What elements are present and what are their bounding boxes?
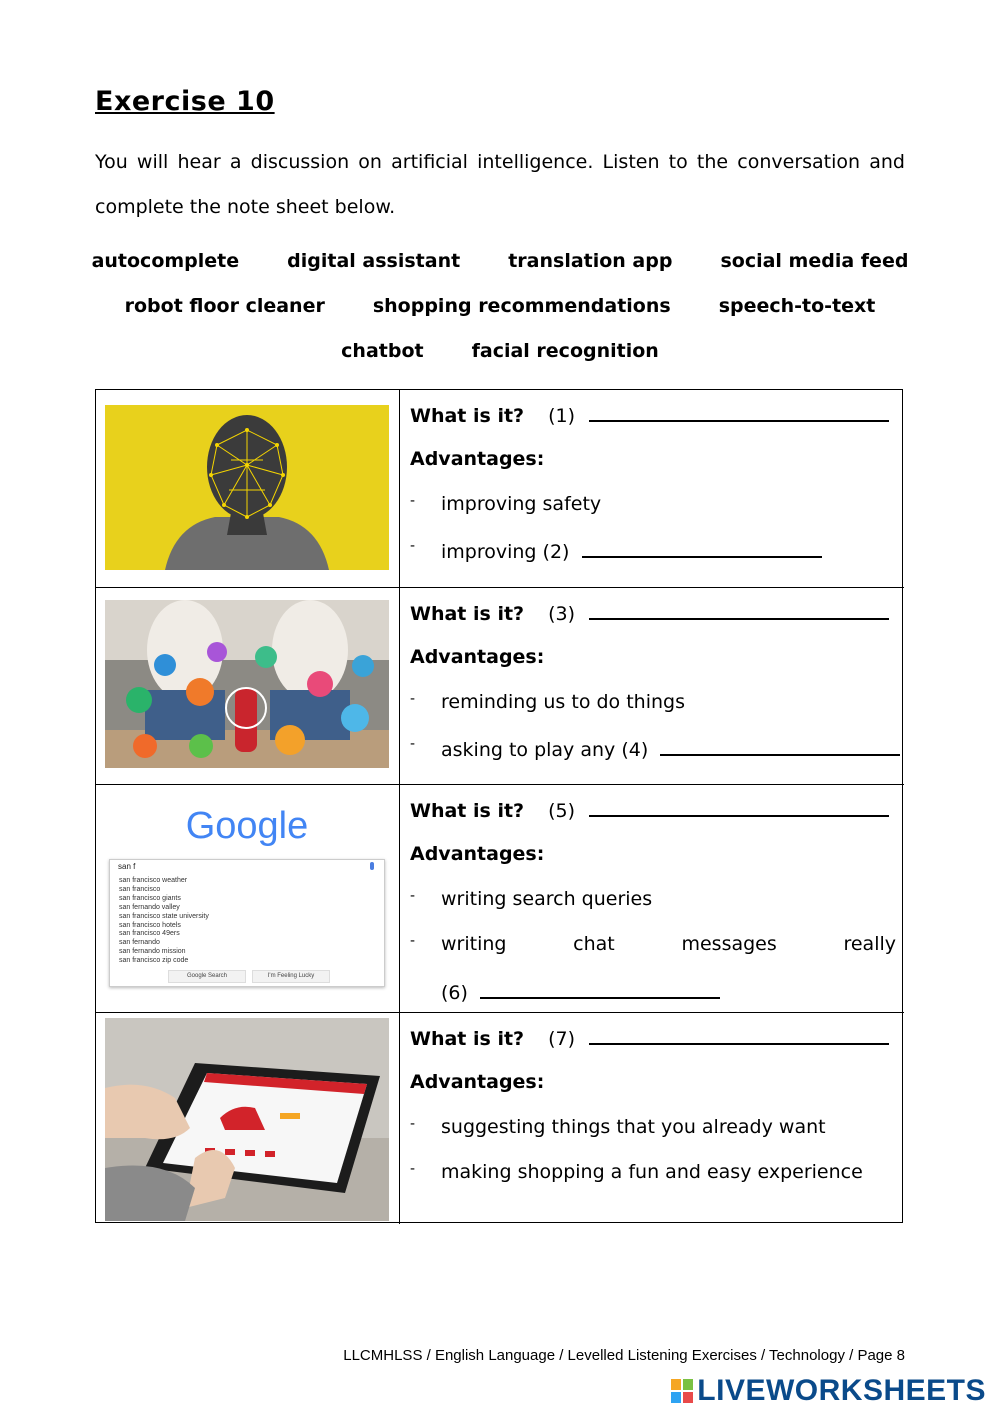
what-is-it-label: What is it? xyxy=(410,1028,525,1050)
question-line xyxy=(410,1025,889,1050)
what-is-it-label: What is it? xyxy=(410,603,525,625)
search-box xyxy=(109,859,385,987)
word-bank-row xyxy=(95,295,905,317)
advantage-with-blank xyxy=(441,979,720,1004)
advantages-label: Advantages: xyxy=(410,646,545,668)
suggestion-item: san francisco hotels xyxy=(119,921,181,929)
word-bank-row xyxy=(95,340,905,362)
answer-blank-2[interactable] xyxy=(582,538,822,558)
question-number: (1) xyxy=(548,405,576,427)
image-cell xyxy=(96,785,400,1012)
facial-recognition-image xyxy=(105,405,389,570)
advantage-text: suggesting things that you already want xyxy=(441,1116,826,1138)
answer-blank-3[interactable] xyxy=(589,600,889,620)
google-search-button: Google Search xyxy=(168,970,246,983)
word-bank-item: chatbot xyxy=(341,340,424,362)
microphone-icon xyxy=(370,862,374,870)
word: writing xyxy=(441,933,507,955)
bullet-dash: - xyxy=(410,888,416,904)
what-is-it-label: What is it? xyxy=(410,800,525,822)
answer-blank-7[interactable] xyxy=(589,1025,889,1045)
what-is-it-label: What is it? xyxy=(410,405,525,427)
suggestion-list xyxy=(119,877,209,966)
answer-blank-5[interactable] xyxy=(589,797,889,817)
advantages-label: Advantages: xyxy=(410,843,545,865)
advantage-text: reminding us to do things xyxy=(441,691,685,713)
word: messages xyxy=(681,933,777,955)
feeling-lucky-button: I'm Feeling Lucky xyxy=(252,970,330,983)
word-bank-item: social media feed xyxy=(720,250,909,272)
question-number: (5) xyxy=(548,800,576,822)
suggestion-item: san francisco weather xyxy=(119,877,188,884)
note-sheet-table xyxy=(95,389,903,1223)
word-bank-item: translation app xyxy=(508,250,673,272)
answer-blank-6[interactable] xyxy=(480,979,720,999)
advantages-label: Advantages: xyxy=(410,1071,545,1093)
table-row xyxy=(96,784,904,1012)
word-bank-item: autocomplete xyxy=(91,250,240,272)
word-bank-item: speech-to-text xyxy=(718,295,876,317)
advantage-with-blank xyxy=(441,538,822,563)
table-row xyxy=(96,1012,904,1224)
advantage-with-blank xyxy=(441,736,900,761)
answer-blank-1[interactable] xyxy=(589,402,889,422)
search-query: san f xyxy=(118,862,136,871)
question-number: (3) xyxy=(548,603,576,625)
question-number: (6) xyxy=(441,982,468,1004)
digital-assistant-image xyxy=(105,600,389,768)
suggestion-item: san francisco giants xyxy=(119,894,181,902)
advantages-label: Advantages: xyxy=(410,448,545,470)
suggestion-item: san fernando xyxy=(119,939,160,947)
word: chat xyxy=(573,933,615,955)
advantage-text: improving safety xyxy=(441,493,602,515)
liveworksheets-logo xyxy=(671,1374,986,1408)
instructions: You will hear a discussion on artificial intelligence. Listen to the conversation and complete the note sheet below. xyxy=(95,151,905,218)
bullet-dash: - xyxy=(410,1161,416,1177)
question-number: (7) xyxy=(548,1028,576,1050)
bullet-dash: - xyxy=(410,736,416,752)
suggestion-item: san francisco state university xyxy=(119,912,209,920)
exercise-title: Exercise 10 xyxy=(95,86,275,117)
question-line xyxy=(410,402,889,427)
suggestion-item: san francisco xyxy=(119,885,161,893)
table-row xyxy=(96,587,904,784)
image-cell xyxy=(96,390,400,587)
bullet-dash: - xyxy=(410,538,416,554)
advantage-text xyxy=(441,933,896,955)
bullet-dash: - xyxy=(410,1116,416,1132)
word-bank-item: shopping recommendations xyxy=(372,295,671,317)
google-autocomplete-image xyxy=(105,801,389,991)
image-cell xyxy=(96,1013,400,1224)
word-bank-item: robot floor cleaner xyxy=(124,295,325,317)
word: really xyxy=(843,933,896,955)
google-logo: Google xyxy=(185,805,309,847)
bullet-dash: - xyxy=(410,933,416,949)
suggestion-item: san francisco zip code xyxy=(119,957,189,965)
word-bank-item: digital assistant xyxy=(287,250,461,272)
image-cell xyxy=(96,588,400,784)
word-bank-item: facial recognition xyxy=(471,340,659,362)
question-line xyxy=(410,797,889,822)
advantage-text: writing search queries xyxy=(441,888,653,910)
advantage-text: improving (2) xyxy=(441,541,570,563)
answer-blank-4[interactable] xyxy=(660,736,900,756)
brand-name: LIVEWORKSHEETS xyxy=(697,1374,986,1407)
suggestion-item: san francisco 49ers xyxy=(119,930,180,938)
advantage-text: making shopping a fun and easy experience xyxy=(441,1161,863,1183)
shopping-tablet-image xyxy=(105,1018,389,1221)
question-line xyxy=(410,600,889,625)
word-bank-row xyxy=(91,250,909,272)
advantage-text: asking to play any (4) xyxy=(441,739,649,761)
suggestion-item: san fernando valley xyxy=(119,903,180,911)
liveworksheets-icon xyxy=(671,1379,693,1403)
page-footer: LLCMHLSS / English Language / Levelled Listening Exercises / Technology / Page 8 xyxy=(343,1347,905,1364)
bullet-dash: - xyxy=(410,691,416,707)
bullet-dash: - xyxy=(410,493,416,509)
table-row xyxy=(96,390,904,587)
suggestion-item: san fernando mission xyxy=(119,948,186,956)
